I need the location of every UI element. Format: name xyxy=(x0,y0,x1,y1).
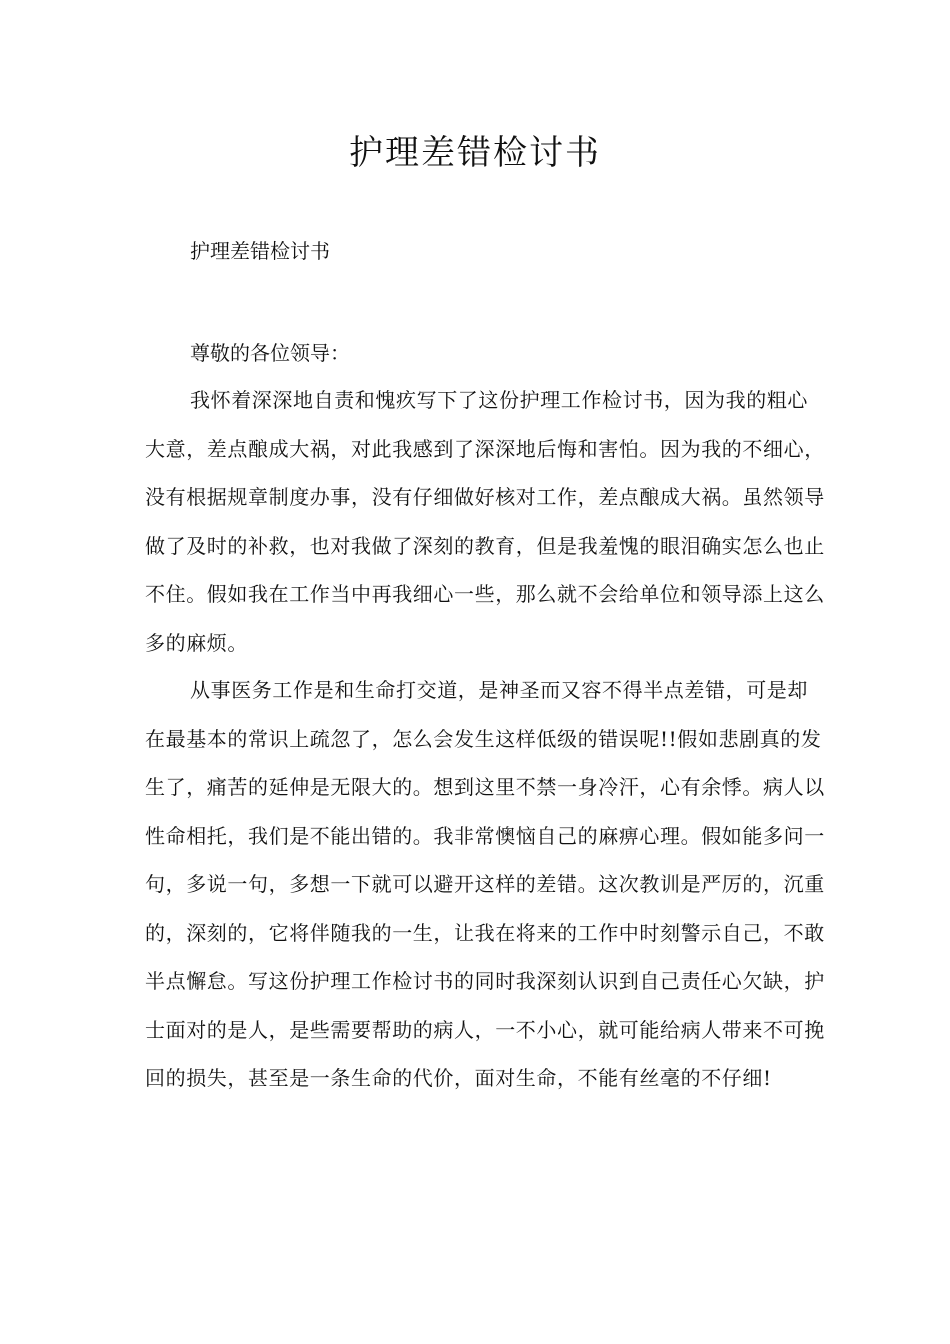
salutation: 尊敬的各位领导： xyxy=(190,341,350,365)
body-paragraph-1: 我怀着深深地自责和愧疚写下了这份护理工作检讨书，因为我的粗心大意，差点酿成大祸，对此我感到了深深地后悔和害怕。因为我的不细心，没有根据规章制度办事，没有仔细做好核对工作，差点酿成大祸。虽然领导做了及时的补救，也对我做了深刻的教育，但是我羞愧的眼泪确实怎么也止不住。假如我在工作当中再我细心一些，那么就不会给单位和领导添上这么多的麻烦。 xyxy=(145,388,825,655)
document-subtitle: 护理差错检讨书 xyxy=(190,239,330,263)
document-title: 护理差错检讨书 xyxy=(349,133,601,173)
body-paragraph-2: 从事医务工作是和生命打交道，是神圣而又容不得半点差错，可是却在最基本的常识上疏忽了，怎么会发生这样低级的错误呢!!假如悲剧真的发生了，痛苦的延伸是无限大的。想到这里不禁一身冷汗，心有余悸。病人以性命相托，我们是不能出错的。我非常懊恼自己的麻痹心理。假如能多问一句，多说一句，多想一下就可以避开这样的差错。这次教训是严厉的，沉重的，深刻的，它将伴随我的一生，让我在将来的工作中时刻警示自己，不敢半点懈怠。写这份护理工作检讨书的同时我深刻认识到自己责任心欠缺，护士面对的是人，是些需要帮助的病人，一不小心，就可能给病人带来不可挽回的损失，甚至是一条生命的代价，面对生命，不能有丝毫的不仔细! xyxy=(145,678,825,1090)
